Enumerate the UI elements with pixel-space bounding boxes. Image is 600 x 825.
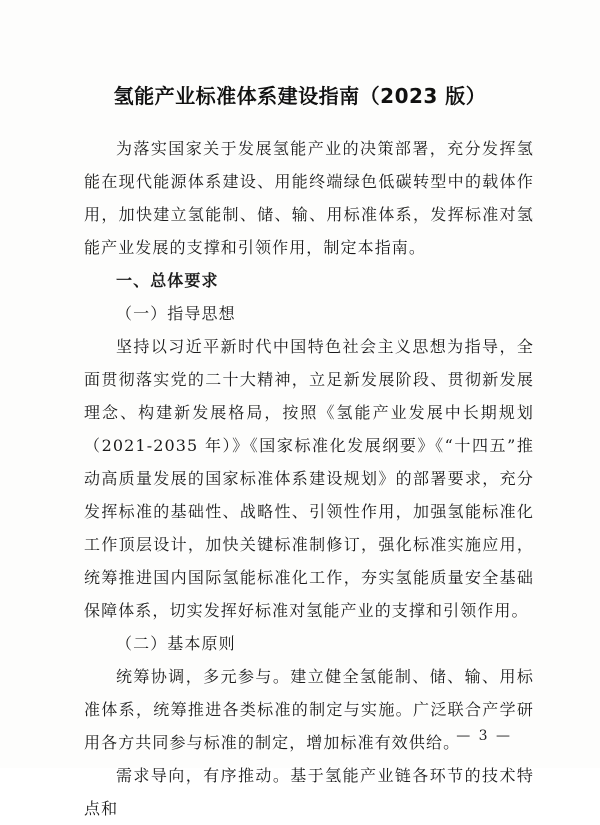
principle-2-text: 基于氢能产业链各环节的技术特点和: [84, 766, 534, 818]
principle-2-lead: 需求导向，有序推动。: [116, 766, 291, 785]
document-body: [84, 132, 534, 825]
subsection-heading-guiding-ideology: （一）指导思想: [116, 304, 236, 323]
principle-2-paragraph: [84, 759, 534, 825]
page-number: — 3 —: [456, 728, 512, 744]
principle-1-paragraph: [84, 660, 534, 759]
principle-1-text: 建立健全氢能制、储、输、用标准体系，统筹推进各类标准的制定与实施。广泛联合产学研用各方共同参与标准的制定，增加标准有效供给。: [84, 667, 534, 752]
document-title: 氢能产业标准体系建设指南（2023 版）: [113, 84, 487, 108]
intro-paragraph: 为落实国家关于发展氢能产业的决策部署，充分发挥氢能在现代能源体系建设、用能终端绿色低碳转型中的载体作用，加快建立氢能制、储、输、用标准体系，发挥标准对氢能产业发展的支撑和引领作用，制定本指南。: [84, 139, 534, 257]
guiding-ideology-paragraph: 坚持以习近平新时代中国特色社会主义思想为指导，全面贯彻落实党的二十大精神，立足新发展阶段、贯彻新发展理念、构建新发展格局，按照《氢能产业发展中长期规划（2021-2035 年）》《国家标准化发展纲要》《“十四五”推动高质量发展的国家标准体系建设规划》的部署要求，充分发挥标准的基础性、战略性、引领性作用，加强氢能标准化工作顶层设计，加快关键标准制修订，强化标准实施应用，统筹推进国内国际氢能标准化工作，夯实氢能质量安全基础保障体系，切实发挥好标准对氢能产业的支撑和引领作用。: [84, 337, 534, 620]
principle-1-lead: 统筹协调，多元参与。: [116, 667, 291, 686]
section-heading-general-requirements: 一、总体要求: [116, 271, 219, 290]
subsection-heading-basic-principles: （二）基本原则: [116, 634, 236, 653]
